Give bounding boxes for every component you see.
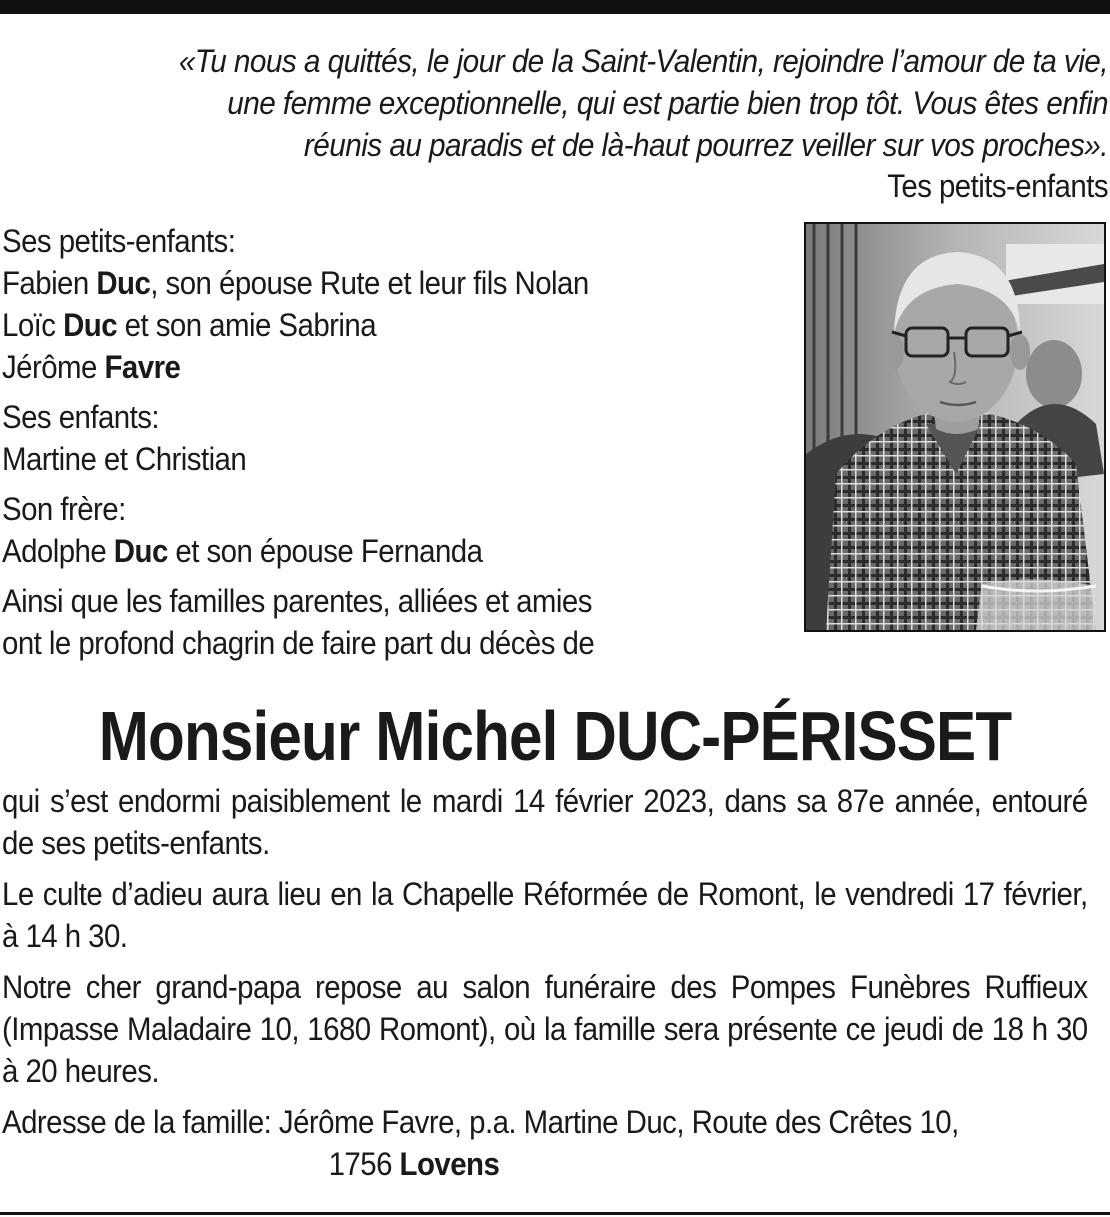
deceased-name: Monsieur Michel DUC-PÉRISSET [98, 697, 1012, 775]
children-names: Martine et Christian [2, 441, 247, 477]
quote-line: «Tu nous a quittés, le jour de la Saint-Valentin, rejoindre l’amour de ta vie, [178, 43, 1108, 79]
portrait-illustration [806, 224, 1104, 630]
first-name: Adolphe [2, 533, 114, 569]
epigraph-quote [96, 40, 1108, 166]
closing-line: Ainsi que les familles parentes, alliées et amies [2, 583, 592, 619]
closing-announcement [2, 580, 701, 664]
relation-text: et son amie Sabrina [117, 307, 377, 343]
family-member-line [2, 530, 701, 572]
relation-text: , son épouse Rute et leur fils Nolan [150, 265, 589, 301]
children-heading: Ses enfants: [2, 399, 160, 435]
brother-group [2, 488, 701, 572]
grandchildren-heading: Ses petits-enfants: [2, 223, 236, 259]
quote-line: réunis au paradis et de là-haut pourrez veiller sur vos proches». [303, 127, 1108, 163]
announcement-body [2, 780, 1088, 1185]
brother-heading: Son frère: [2, 491, 126, 527]
last-name: Duc [96, 265, 151, 301]
death-details: qui s’est endormi paisiblement le mardi 14 février 2023, dans sa 87e année, entouré de ses petits-enfants. [2, 783, 1088, 861]
service-details: Le culte d’adieu aura lieu en la Chapelle Réformée de Romont, le vendredi 17 février, à 14 h 30. [2, 876, 1088, 954]
last-name: Favre [104, 349, 181, 385]
family-member-line [2, 304, 701, 346]
viewing-details: Notre cher grand-papa repose au salon funéraire des Pompes Funèbres Ruffieux (Impasse Maladaire 10, 1680 Romont), où la famille sera présente ce jeudi de 18 h 30 à 20 heures. [2, 969, 1088, 1089]
family-list [2, 220, 701, 672]
address-zip: 1756 [328, 1146, 400, 1182]
children-group [2, 396, 701, 480]
first-name: Fabien [2, 265, 97, 301]
quote-signature: Tes petits-enfants [887, 168, 1108, 204]
last-name: Duc [113, 533, 168, 569]
top-rule [0, 0, 1110, 14]
first-name: Jérôme [2, 349, 105, 385]
family-member-line [2, 262, 701, 304]
closing-line: ont le profond chagrin de faire part du décès de [2, 625, 595, 661]
grandchildren-group [2, 220, 701, 388]
address-town: Lovens [399, 1146, 500, 1182]
first-name: Loïc [2, 307, 64, 343]
last-name: Duc [63, 307, 118, 343]
address-line: Adresse de la famille: Jérôme Favre, p.a. Martine Duc, Route des Crêtes 10, [2, 1104, 959, 1140]
relation-text: et son épouse Fernanda [167, 533, 483, 569]
family-address [2, 1101, 1088, 1185]
portrait-photo [804, 222, 1106, 632]
family-member-line [2, 346, 701, 388]
quote-line: une femme exceptionnelle, qui est partie bien trop tôt. Vous êtes enfin [227, 85, 1108, 121]
bottom-rule [0, 1212, 1110, 1215]
